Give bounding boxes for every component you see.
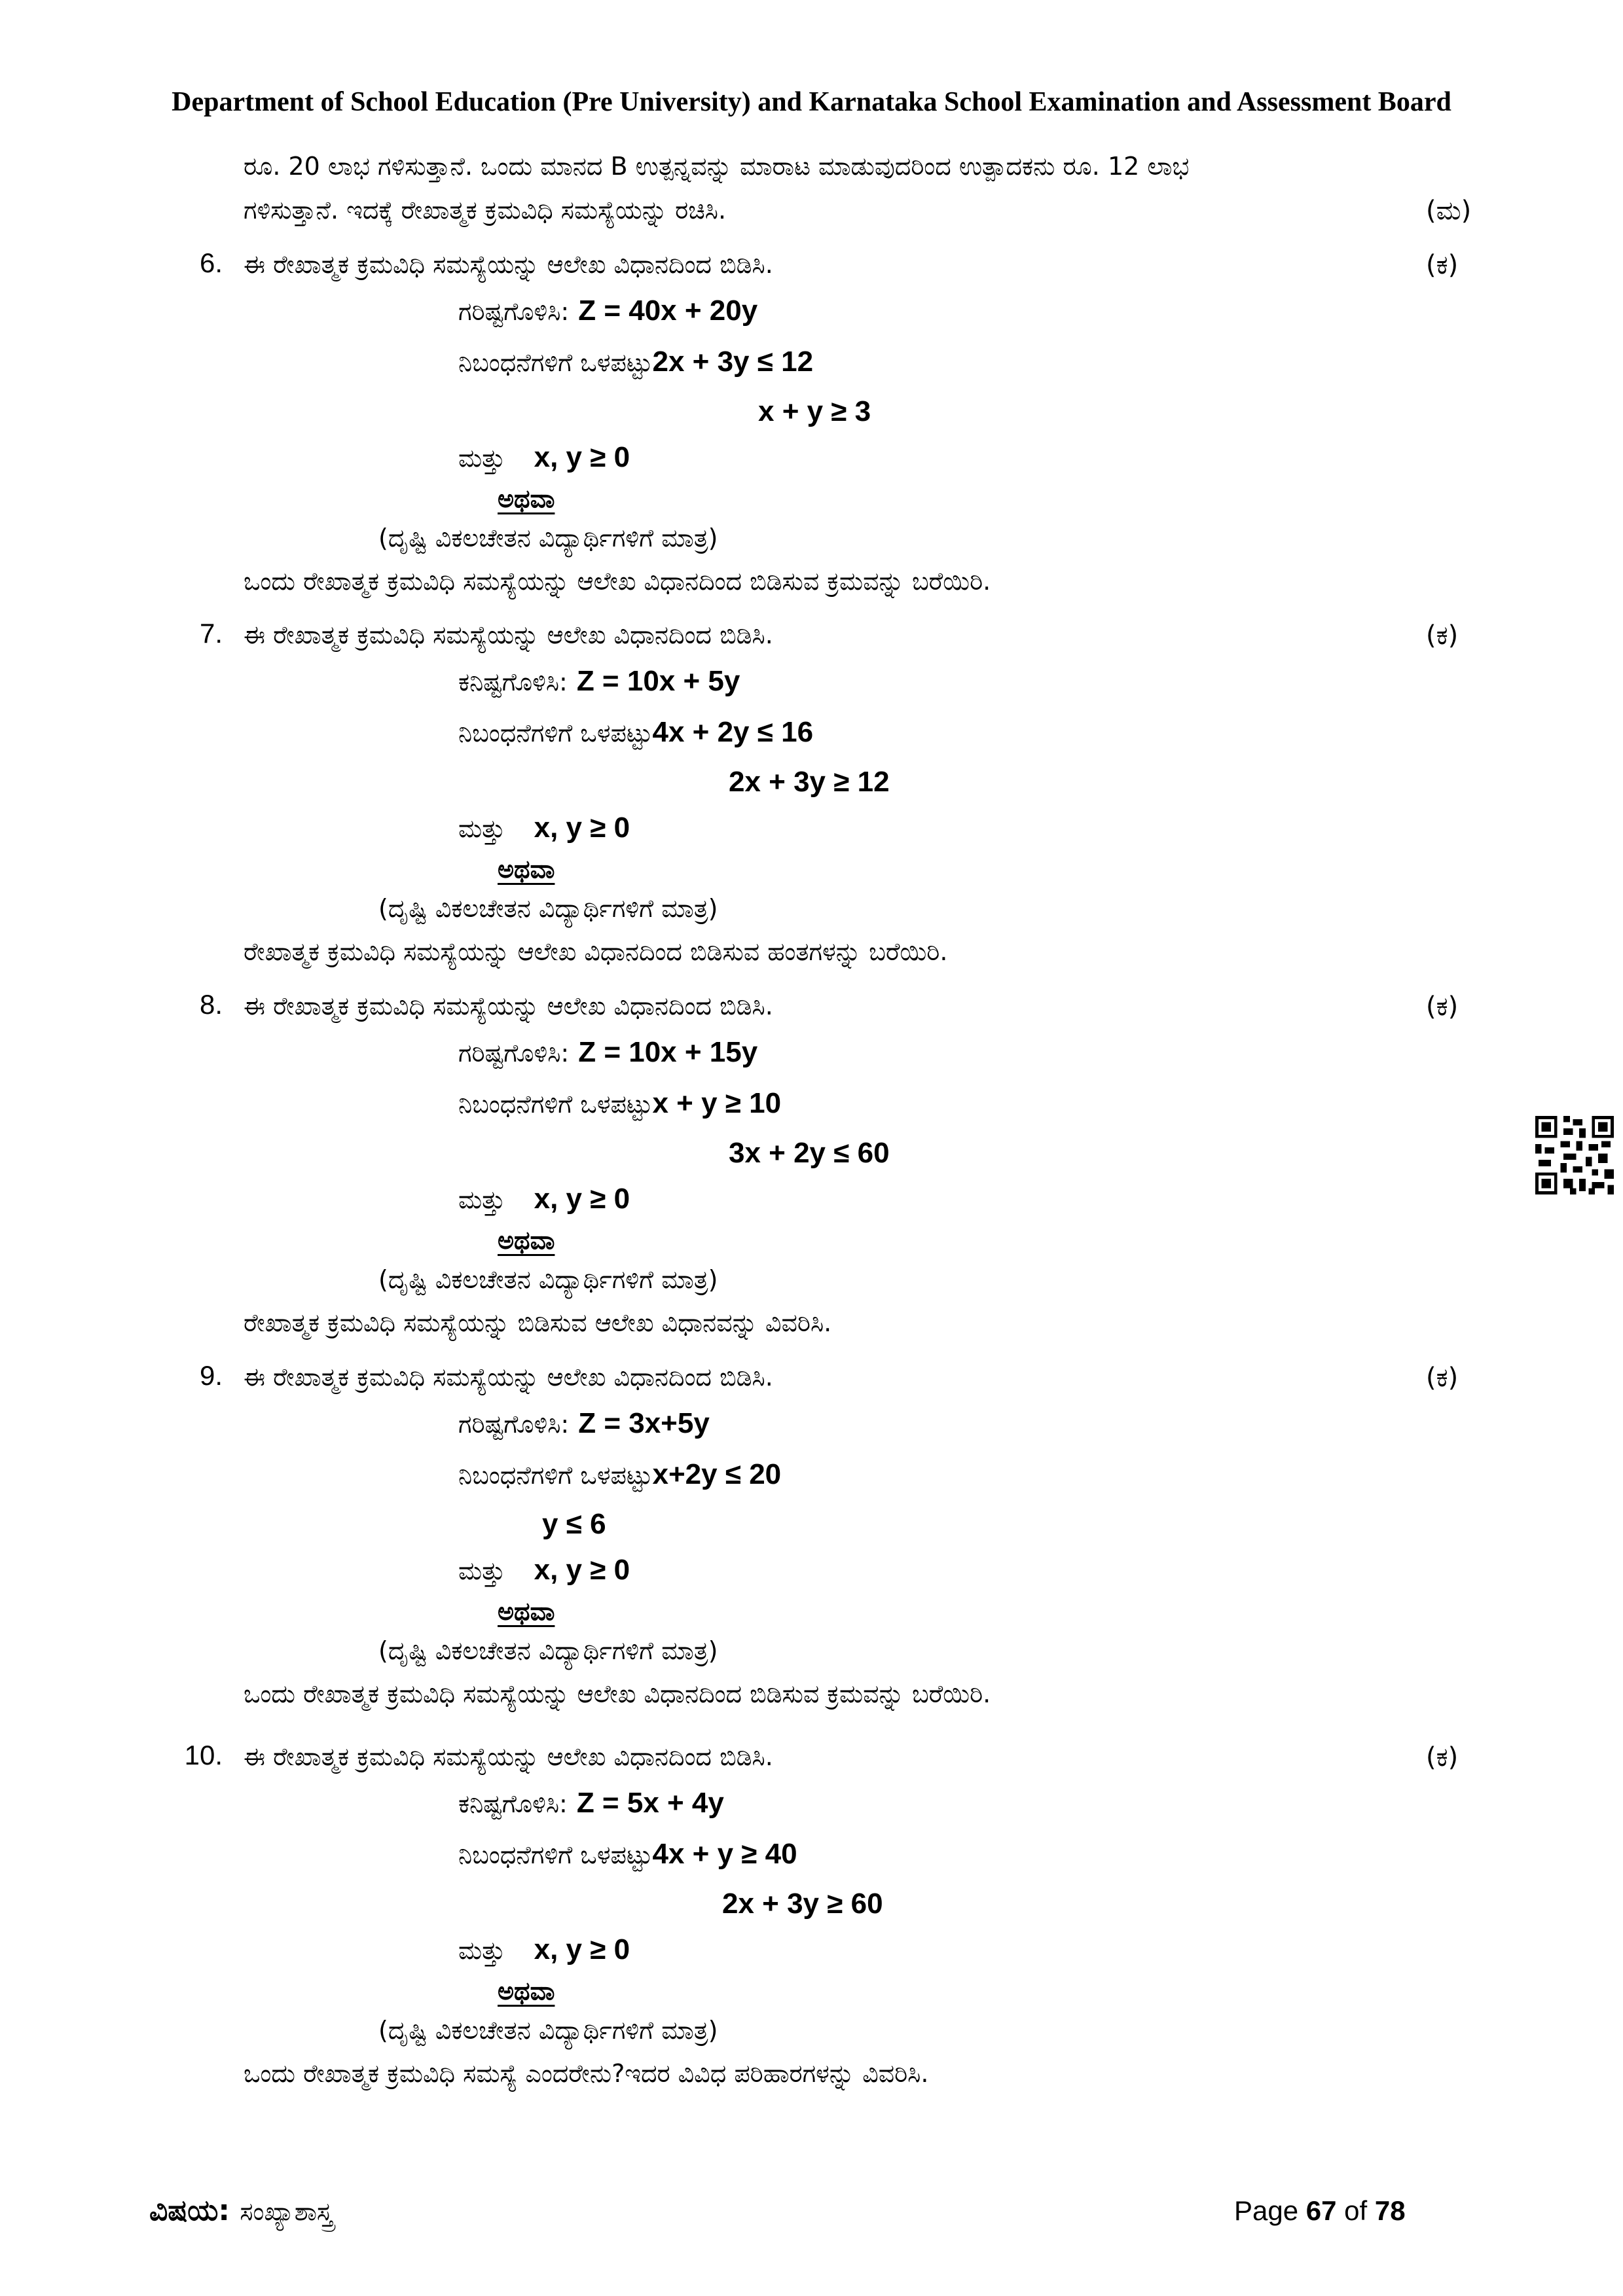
marks-tag: (ಕ)	[1426, 620, 1459, 651]
alternative-question: ಒಂದು ರೇಖಾತ್ಮಕ ಕ್ರಮವಿಧಿ ಸಮಸ್ಯೆಯನ್ನು ಆಲೇಖ ವಿಧಾನದಿಂದ ಬಿಡಿಸುವ ಕ್ರಮವನ್ನು ಬರೆಯಿರಿ.	[244, 567, 991, 596]
constraint-line	[458, 1087, 781, 1120]
constraint-1: 4x + 2y ≤ 16	[652, 716, 814, 748]
question-text: ಈ ರೇಖಾತ್ಮಕ ಕ್ರಮವಿಧಿ ಸಮಸ್ಯೆಯನ್ನು ಆಲೇಖ ವಿಧಾನದಿಂದ ಬಿಡಿಸಿ.	[244, 1742, 773, 1771]
objective-line	[458, 1036, 757, 1069]
alternative-question: ರೇಖಾತ್ಮಕ ಕ್ರಮವಿಧಿ ಸಮಸ್ಯೆಯನ್ನು ಆಲೇಖ ವಿಧಾನದಿಂದ ಬಿಡಿಸುವ ಹಂತಗಳನ್ನು ಬರೆಯಿರಿ.	[244, 937, 948, 966]
or-label: ಅಥವಾ	[498, 1977, 555, 2005]
nonnegativity-line	[458, 1554, 630, 1587]
page-total: 78	[1374, 2195, 1406, 2226]
subject-to-label: ನಿಬಂಧನೆಗಳಿಗೆ ಒಳಪಟ್ಟು	[458, 1461, 653, 1490]
constraint-1: x+2y ≤ 20	[652, 1458, 782, 1490]
constraint-1: x + y ≥ 10	[652, 1087, 782, 1119]
and-label: ಮತ್ತು	[458, 1185, 505, 1214]
visually-impaired-note: (ದೃಷ್ಟಿ ವಿಕಲಚೇತನ ವಿದ್ಯಾರ್ಥಿಗಳಿಗೆ ಮಾತ್ರ)	[378, 894, 718, 923]
question-number: 7.	[199, 618, 223, 649]
visually-impaired-note: (ದೃಷ್ಟಿ ವಿಕಲಚೇತನ ವಿದ್ಯಾರ್ಥಿಗಳಿಗೆ ಮಾತ್ರ)	[378, 1636, 718, 1665]
and-label: ಮತ್ತು	[458, 444, 505, 473]
nonnegativity-constraint: x, y ≥ 0	[534, 1183, 630, 1215]
nonnegativity-constraint: x, y ≥ 0	[534, 1933, 630, 1965]
constraint-line	[458, 346, 813, 378]
objective-function: Z = 5x + 4y	[576, 1787, 724, 1819]
visually-impaired-note: (ದೃಷ್ಟಿ ವಿಕಲಚೇತನ ವಿದ್ಯಾರ್ಥಿಗಳಿಗೆ ಮಾತ್ರ)	[378, 1265, 718, 1294]
objective-label: ಗರಿಷ್ಟಗೊಳಿಸಿ:	[458, 1039, 570, 1067]
constraint-1: 2x + 3y ≤ 12	[652, 346, 814, 378]
alternative-question: ಒಂದು ರೇಖಾತ್ಮಕ ಕ್ರಮವಿಧಿ ಸಮಸ್ಯೆಯನ್ನು ಆಲೇಖ ವಿಧಾನದಿಂದ ಬಿಡಿಸುವ ಕ್ರಮವನ್ನು ಬರೆಯಿರಿ.	[244, 1679, 991, 1708]
footer-subject	[149, 2194, 333, 2227]
question-number: 8.	[199, 989, 223, 1020]
subject-to-label: ನಿಬಂಧನೆಗಳಿಗೆ ಒಳಪಟ್ಟು	[458, 1090, 653, 1119]
subject-to-label: ನಿಬಂಧನೆಗಳಿಗೆ ಒಳಪಟ್ಟು	[458, 719, 653, 747]
constraint-line	[458, 1838, 797, 1871]
constraint-2: 3x + 2y ≤ 60	[729, 1137, 890, 1169]
objective-label: ಕನಿಷ್ಟಗೊಳಿಸಿ:	[458, 1789, 568, 1818]
or-label: ಅಥವಾ	[498, 484, 555, 513]
question-text: ಈ ರೇಖಾತ್ಮಕ ಕ್ರಮವಿಧಿ ಸಮಸ್ಯೆಯನ್ನು ಆಲೇಖ ವಿಧಾನದಿಂದ ಬಿಡಿಸಿ.	[244, 992, 773, 1020]
objective-function: Z = 40x + 20y	[578, 295, 758, 327]
or-label: ಅಥವಾ	[498, 1597, 555, 1626]
objective-line	[458, 295, 757, 327]
alternative-question: ರೇಖಾತ್ಮಕ ಕ್ರಮವಿಧಿ ಸಮಸ್ಯೆಯನ್ನು ಬಿಡಿಸುವ ಆಲೇಖ ವಿಧಾನವನ್ನು ವಿವರಿಸಿ.	[244, 1308, 832, 1337]
question-number: 9.	[199, 1360, 223, 1391]
constraint-2: x + y ≥ 3	[758, 395, 871, 427]
marks-tag: (ಕ)	[1426, 1742, 1459, 1772]
visually-impaired-note: (ದೃಷ್ಟಿ ವಿಕಲಚೇತನ ವಿದ್ಯಾರ್ಥಿಗಳಿಗೆ ಮಾತ್ರ)	[378, 2016, 718, 2045]
objective-line	[458, 1787, 724, 1820]
objective-label: ಕನಿಷ್ಟಗೊಳಿಸಿ:	[458, 668, 568, 696]
objective-function: Z = 10x + 15y	[578, 1036, 758, 1068]
footer-subject-value: ಸಂಖ್ಯಾಶಾಸ್ತ್ರ	[240, 2197, 333, 2226]
marks-tag: (ಕ)	[1426, 1363, 1459, 1393]
qr-code-icon	[1535, 1116, 1614, 1194]
constraint-line	[458, 716, 813, 749]
or-label: ಅಥವಾ	[498, 855, 555, 884]
nonnegativity-constraint: x, y ≥ 0	[534, 1554, 630, 1586]
constraint-2: 2x + 3y ≥ 12	[729, 766, 890, 798]
intro-line-2: ಗಳಿಸುತ್ತಾನೆ. ಇದಕ್ಕೆ ರೇಖಾತ್ಮಕ ಕ್ರಮವಿಧಿ ಸಮಸ್ಯೆಯನ್ನು ರಚಿಸಿ.	[244, 196, 727, 224]
or-label: ಅಥವಾ	[498, 1226, 555, 1255]
objective-line	[458, 1407, 710, 1440]
constraint-2: y ≤ 6	[542, 1508, 606, 1540]
objective-label: ಗರಿಷ್ಟಗೊಳಿಸಿ:	[458, 297, 570, 326]
alternative-question: ಒಂದು ರೇಖಾತ್ಮಕ ಕ್ರಮವಿಧಿ ಸಮಸ್ಯೆ ಎಂದರೇನು?ಇದರ ವಿವಿಧ ಪರಿಹಾರಗಳನ್ನು ವಿವರಿಸಿ.	[244, 2059, 929, 2088]
objective-function: Z = 10x + 5y	[576, 665, 740, 697]
objective-function: Z = 3x+5y	[578, 1407, 710, 1439]
intro-tag: (ಮ)	[1426, 196, 1472, 226]
page-current: 67	[1305, 2195, 1337, 2226]
constraint-1: 4x + y ≥ 40	[652, 1838, 797, 1870]
constraint-2: 2x + 3y ≥ 60	[722, 1888, 883, 1920]
nonnegativity-constraint: x, y ≥ 0	[534, 441, 630, 473]
constraint-line	[458, 1458, 781, 1491]
question-text: ಈ ರೇಖಾತ್ಮಕ ಕ್ರಮವಿಧಿ ಸಮಸ್ಯೆಯನ್ನು ಆಲೇಖ ವಿಧಾನದಿಂದ ಬಿಡಿಸಿ.	[244, 250, 773, 279]
question-text: ಈ ರೇಖಾತ್ಮಕ ಕ್ರಮವಿಧಿ ಸಮಸ್ಯೆಯನ್ನು ಆಲೇಖ ವಿಧಾನದಿಂದ ಬಿಡಿಸಿ.	[244, 620, 773, 649]
and-label: ಮತ್ತು	[458, 814, 505, 843]
subject-to-label: ನಿಬಂಧನೆಗಳಿಗೆ ಒಳಪಟ್ಟು	[458, 348, 653, 377]
and-label: ಮತ್ತು	[458, 1556, 505, 1585]
nonnegativity-constraint: x, y ≥ 0	[534, 812, 630, 844]
marks-tag: (ಕ)	[1426, 250, 1459, 280]
page-header: Department of School Education (Pre University) and Karnataka School Examination and Assessment Board	[172, 87, 1451, 117]
marks-tag: (ಕ)	[1426, 992, 1459, 1022]
nonnegativity-line	[458, 1933, 630, 1966]
page-word: Page	[1234, 2195, 1299, 2226]
subject-to-label: ನಿಬಂಧನೆಗಳಿಗೆ ಒಳಪಟ್ಟು	[458, 1840, 653, 1869]
question-number: 10.	[184, 1740, 223, 1770]
intro-line-1: ರೂ. 20 ಲಾಭ ಗಳಿಸುತ್ತಾನೆ. ಒಂದು ಮಾನದ B ಉತ್ಪನ್ನವನ್ನು ಮಾರಾಟ ಮಾಡುವುದರಿಂದ ಉತ್ಪಾದಕನು ರೂ. 12 ಲಾಭ	[244, 152, 1190, 181]
and-label: ಮತ್ತು	[458, 1936, 505, 1965]
nonnegativity-line	[458, 1183, 630, 1215]
page-number	[1234, 2195, 1406, 2227]
nonnegativity-line	[458, 812, 630, 844]
page-of: of	[1344, 2195, 1368, 2226]
question-text: ಈ ರೇಖಾತ್ಮಕ ಕ್ರಮವಿಧಿ ಸಮಸ್ಯೆಯನ್ನು ಆಲೇಖ ವಿಧಾನದಿಂದ ಬಿಡಿಸಿ.	[244, 1363, 773, 1391]
question-number: 6.	[199, 247, 223, 278]
objective-line	[458, 665, 740, 698]
objective-label: ಗರಿಷ್ಟಗೊಳಿಸಿ:	[458, 1410, 570, 1439]
visually-impaired-note: (ದೃಷ್ಟಿ ವಿಕಲಚೇತನ ವಿದ್ಯಾರ್ಥಿಗಳಿಗೆ ಮಾತ್ರ)	[378, 524, 718, 552]
footer-subject-label: ವಿಷಯ:	[149, 2194, 230, 2227]
nonnegativity-line	[458, 441, 630, 474]
